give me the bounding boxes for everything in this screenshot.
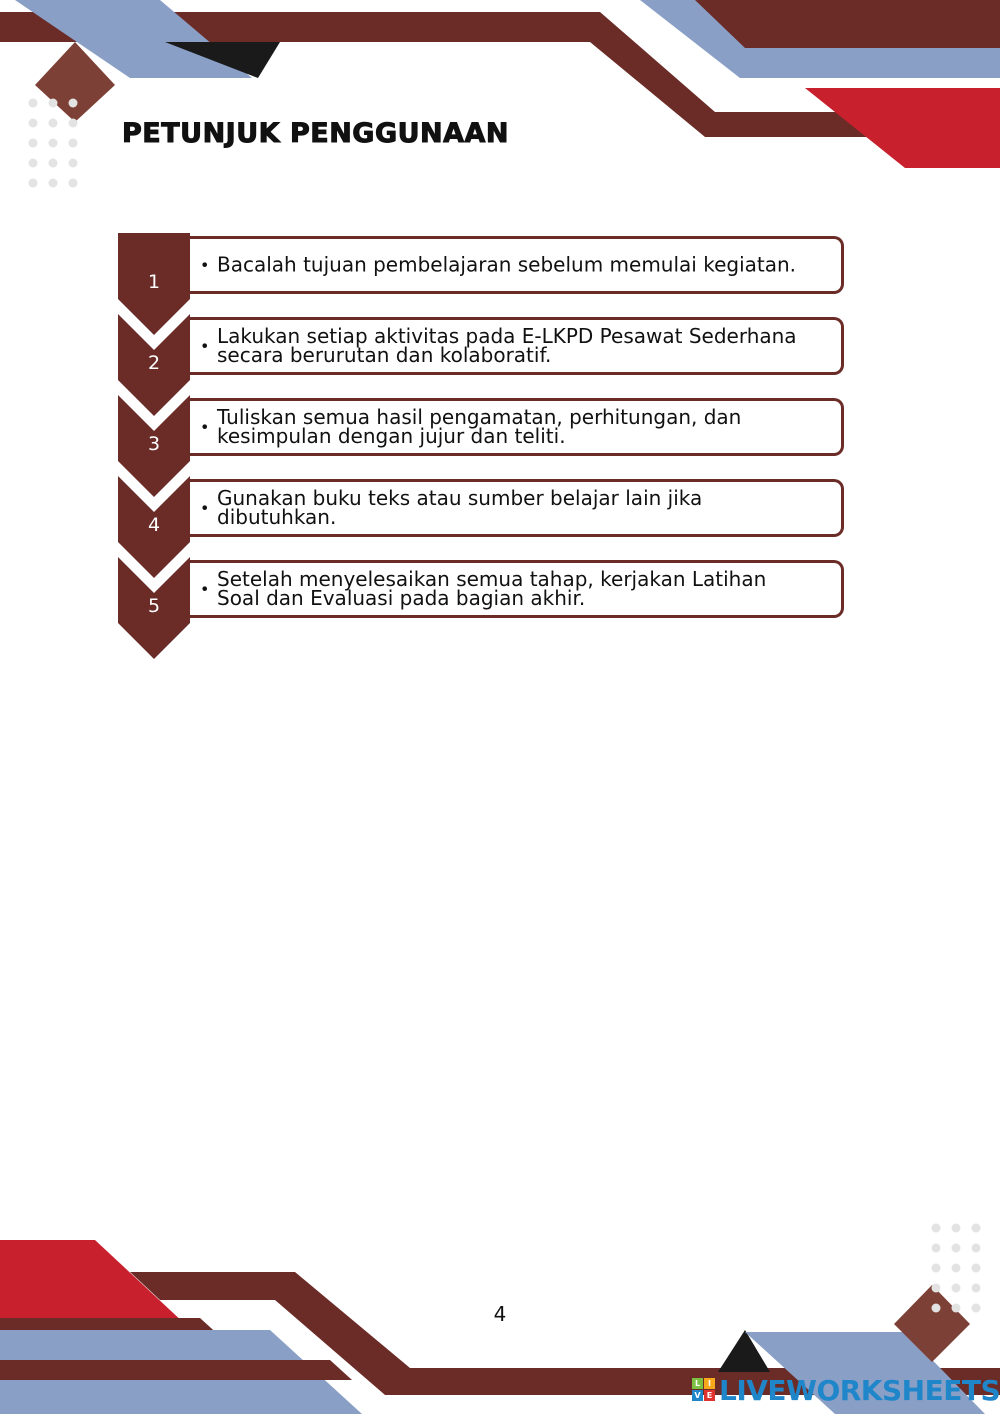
step-box (190, 317, 844, 375)
decor-dot (29, 179, 38, 188)
decor-dot (952, 1264, 961, 1273)
decor-dot (972, 1284, 981, 1293)
liveworksheets-watermark (692, 1372, 1000, 1408)
decor-dot (972, 1244, 981, 1253)
step-text-line: Gunakan buku teks atau sumber belajar lain jika (217, 486, 703, 510)
step-text (217, 252, 837, 277)
logo-letter: L (692, 1378, 703, 1389)
decor-dot (29, 99, 38, 108)
decor-dot (69, 159, 78, 168)
liveworksheets-logo-icon (692, 1378, 716, 1402)
step-text-line: Setelah menyelesaikan semua tahap, kerjakan Latihan (217, 567, 767, 591)
decor-dot (69, 119, 78, 128)
decor-dot (49, 119, 58, 128)
decor-dot (932, 1244, 941, 1253)
decor-dot (29, 159, 38, 168)
bullet-icon: • (200, 255, 210, 275)
decor-dot (932, 1304, 941, 1313)
step-number: 5 (147, 595, 161, 617)
decor-dot (49, 179, 58, 188)
decor-dot (972, 1224, 981, 1233)
decor-dot (69, 139, 78, 148)
step-text-line: secara berurutan dan kolaboratif. (217, 343, 552, 367)
decor-dot (952, 1284, 961, 1293)
bullet-icon: • (200, 498, 210, 518)
logo-letter: I (704, 1378, 715, 1389)
step-text-line: Soal dan Evaluasi pada bagian akhir. (217, 586, 586, 610)
step-text-line: kesimpulan dengan jujur dan teliti. (217, 424, 566, 448)
decor-dot (932, 1284, 941, 1293)
step-text (217, 567, 837, 610)
decor-dot (69, 99, 78, 108)
page-title: PETUNJUK PENGGUNAAN (122, 118, 510, 149)
page-number: 4 (493, 1302, 507, 1326)
step-box (190, 236, 844, 294)
decor-dot (952, 1304, 961, 1313)
decor-dot (49, 99, 58, 108)
step-number: 2 (147, 352, 161, 374)
decor-dot (952, 1224, 961, 1233)
decor-dot (972, 1304, 981, 1313)
bullet-icon: • (200, 336, 210, 356)
decor-dot (69, 179, 78, 188)
step-box (190, 479, 844, 537)
step-box (190, 398, 844, 456)
step-box (190, 560, 844, 618)
decor-dot (952, 1244, 961, 1253)
logo-letter: V (692, 1390, 703, 1401)
logo-letter: E (704, 1390, 715, 1401)
step-text-line: Lakukan setiap aktivitas pada E-LKPD Pesawat Sederhana (217, 324, 797, 348)
bullet-icon: • (200, 417, 210, 437)
watermark-text: LIVEWORKSHEETS (719, 1373, 1000, 1407)
step-text (217, 324, 837, 367)
decor-dot (49, 159, 58, 168)
decor-dot (932, 1224, 941, 1233)
decor-dot (932, 1264, 941, 1273)
decor-dot (49, 139, 58, 148)
step-text (217, 405, 837, 448)
bullet-icon: • (200, 579, 210, 599)
decor-dot (29, 139, 38, 148)
decor-dot (29, 119, 38, 128)
step-number: 3 (147, 433, 161, 455)
decor-dot (972, 1264, 981, 1273)
step-text-line: dibutuhkan. (217, 505, 337, 529)
step-text-line: Bacalah tujuan pembelajaran sebelum memulai kegiatan. (217, 252, 797, 277)
step-number: 4 (147, 514, 161, 536)
step-text (217, 486, 837, 529)
instruction-steps (118, 233, 858, 673)
step-text-line: Tuliskan semua hasil pengamatan, perhitungan, dan (217, 405, 742, 429)
step-number: 1 (147, 271, 161, 293)
